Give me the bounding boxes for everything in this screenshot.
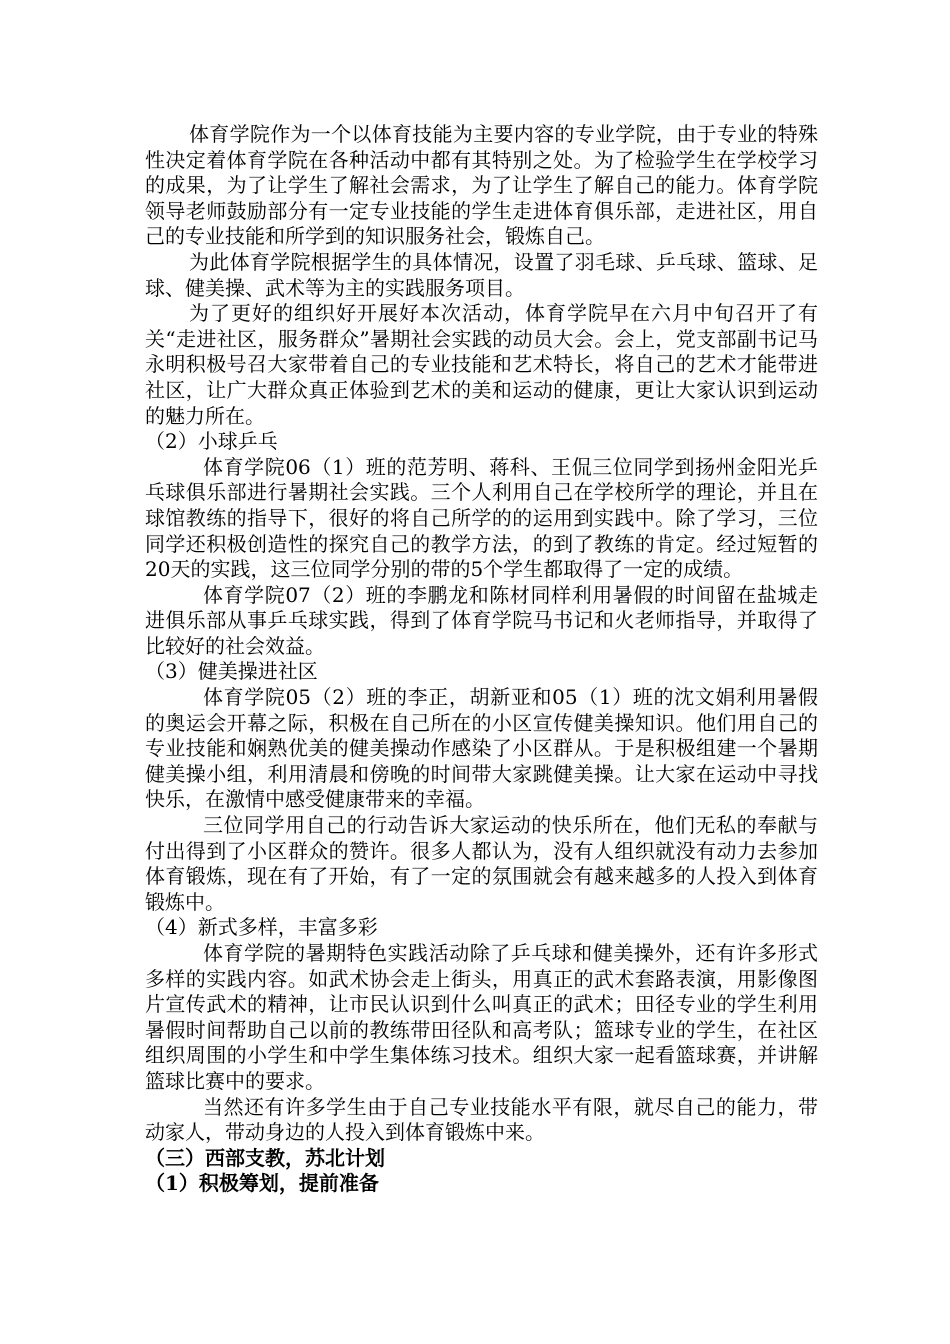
paragraph-table-tennis-yancheng: 体育学院07（2）班的李鹏龙和陈材同样利用暑假的时间留在盐城走进俱乐部从事乒乓球实践，得到了体育学院马书记和火老师指导，并取得了比较好的社会效益。 — [145, 582, 818, 658]
paragraph-family-exercise: 当然还有许多学生由于自己专业技能水平有限，就尽自己的能力，带动家人，带动身边的人投入到体育锻炼中来。 — [145, 1094, 818, 1145]
paragraph-table-tennis-club: 体育学院06（1）班的范芳明、蒋科、王侃三位同学到扬州金阳光乒乓球俱乐部进行暑期社会实践。三个人利用自己在学校所学的理论，并且在球馆教练的指导下，很好的将自己所学的的运用到实践中。除了学习，三位同学还积极创造性的探究自己的教学方法，的到了教练的肯定。经过短暂的20天的实践，这三位同学分别的带的5个学生都取得了一定的成绩。 — [145, 454, 818, 582]
paragraph-projects: 为此体育学院根据学生的具体情况，设置了羽毛球、乒乓球、篮球、足球、健美操、武术等为主的实践服务项目。 — [145, 249, 818, 300]
subheading-diverse-forms: （4）新式多样，丰富多彩 — [145, 915, 378, 940]
paragraph-intro: 体育学院作为一个以体育技能为主要内容的专业学院，由于专业的特殊性决定着体育学院在各种活动中都有其特别之处。为了检验学生在学校学习的成果，为了让学生了解社会需求，为了让学生了解自己的能力。体育学院领导老师鼓励部分有一定专业技能的学生走进体育俱乐部，走进社区，用自己的专业技能和所学到的知识服务社会，锻炼自己。 — [145, 122, 818, 249]
section-heading-western-teaching: （三）西部支教，苏北计划 — [145, 1145, 385, 1170]
subheading-table-tennis: （2）小球乒乓 — [145, 429, 278, 454]
paragraph-mobilization: 为了更好的组织好开展好本次活动，体育学院早在六月中旬召开了有关“走进社区，服务群众”暑期社会实践的动员大会。会上，党支部副书记马永明积极号召大家带着自己的专业技能和艺术特长，将自己的艺术才能带进社区，让广大群众真正体验到艺术的美和运动的健康，更让大家认识到运动的魅力所在。 — [145, 301, 818, 428]
subsection-heading-planning: （1）积极筹划，提前准备 — [145, 1171, 379, 1196]
document-body — [145, 122, 818, 1197]
paragraph-aerobics-community: 体育学院05（2）班的李正，胡新亚和05（1）班的沈文娟利用暑假的奥运会开幕之际，积极在自己所在的小区宣传健美操知识。他们用自己的专业技能和娴熟优美的健美操动作感染了小区群从。于是积极组建一个暑期健美操小组，利用清晨和傍晚的时间带大家跳健美操。让大家在运动中寻找快乐，在激情中感受健康带来的幸福。 — [145, 685, 818, 812]
paragraph-aerobics-praise: 三位同学用自己的行动告诉大家运动的快乐所在，他们无私的奉献与付出得到了小区群众的赞许。很多人都认为，没有人组织就没有动力去参加体育锻炼，现在有了开始，有了一定的氛围就会有越来越多的人投入到体育锻炼中。 — [145, 813, 818, 914]
paragraph-diverse-activities: 体育学院的暑期特色实践活动除了乒乓球和健美操外，还有许多形式多样的实践内容。如武术协会走上街头，用真正的武术套路表演，用影像图片宣传武术的精神，让市民认识到什么叫真正的武术；田径专业的学生利用暑假时间帮助自己以前的教练带田径队和高考队；篮球专业的学生，在社区组织周围的小学生和中学生集体练习技术。组织大家一起看篮球赛，并讲解篮球比赛中的要求。 — [145, 941, 818, 1093]
subheading-aerobics: （3）健美操进社区 — [145, 659, 318, 684]
